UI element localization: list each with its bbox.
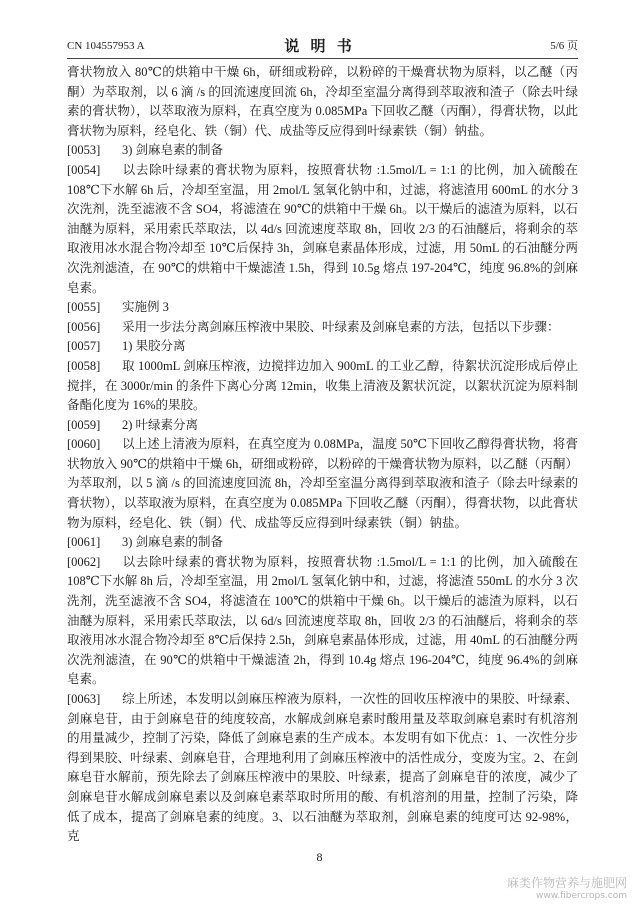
paragraph: [67, 298, 578, 318]
paragraph-text: 2) 叶绿素分离: [122, 417, 199, 432]
paragraph: [67, 318, 578, 338]
watermark: [507, 876, 627, 902]
paragraph: [67, 553, 578, 690]
paragraph-text: 3) 剑麻皂素的制备: [122, 535, 224, 550]
paragraph-text: 以上述上清液为原料，在真空度为 0.08MPa，温度 50℃下回收乙醇得膏状物，将膏状物放入 90℃的烘箱中干燥 6h，研细或粉碎，以粉碎的干燥膏状物为原料，以乙醚（丙酮）为萃取剂，以 5 滴 /s 的回流速度回流 8h，冷却至室温分离得到萃取液和渣子（除去叶绿素的膏状物），以萃取液为原料，在真空度为 0.085MPa 下回收乙醚（丙酮），得膏状物，以此膏状物为原料，经皂化、铁（铜）代、成盐等反应得到叶绿素铁（铜）钠盐。: [67, 437, 578, 530]
paragraph-text: 取 1000mL 剑麻压榨液，边搅拌边加入 900mL 的工业乙醇，待絮状沉淀形成后停止搅拌，在 3000r/min 的条件下离心分离 12min，收集上清液及絮状沉淀，以絮状沉淀为原料制备酯化度为 16%的果胶。: [67, 358, 578, 413]
paragraph-number: [0058]: [67, 358, 101, 373]
paragraph-number: [0063]: [67, 692, 101, 706]
paragraph-text: 3) 剑麻皂素的制备: [122, 143, 224, 158]
paragraph-text: 膏状物放入 80℃的烘箱中干燥 6h，研细或粉碎，以粉碎的干燥膏状物为原料，以乙醚（丙酮）为萃取剂，以 6 滴 /s 的回流速度回流 6h，冷却至室温分离得到萃取液和渣子（除去叶绿素的膏状物），以萃取液为原料，在真空度为 0.085MPa 下回收乙醚（丙酮），得膏状物，以此膏状物为原料，经皂化、铁（铜）代、成盐等反应得到叶绿素铁（铜）钠盐。: [67, 65, 578, 138]
paragraph: [67, 357, 578, 416]
paragraph: [67, 533, 578, 553]
paragraph-text: 采用一步法分离剑麻压榨液中果胶、叶绿素及剑麻皂素的方法，包括以下步骤：: [122, 319, 560, 334]
paragraph-text: 综上所述，本发明以剑麻压榨液为原料，一次性的回收压榨液中的果胶、叶绿素、剑麻皂苷，由于剑麻皂苷的纯度较高，水解成剑麻皂素时酸用量及萃取剑麻皂素时有机溶剂的用量减少，控制了污染，降低了剑麻皂素的生产成本。本发明有如下优点：1、一次性分步得到果胶、叶绿素、剑麻皂苷，合理地利用了剑麻压榨液中的活性成分，变废为宝。2、在剑麻皂苷水解前，预先除去了剑麻压榨液中的果胶、叶绿素，提高了剑麻皂苷的浓度，减少了剑麻皂苷水解成剑麻皂素以及剑麻皂素萃取时所用的酸、有机溶剂的用量，控制了污染，降低了成本，提高了剑麻皂素的纯度。3、以石油醚为萃取剂，剑麻皂素的纯度可达 92-98%，克: [67, 692, 578, 844]
paragraph-text: 实施例 3: [122, 300, 169, 315]
paragraph-number: [0059]: [67, 417, 101, 432]
watermark-site-url: www.fibercrops.com: [536, 891, 627, 901]
document-title: 说 明 书: [284, 37, 355, 55]
paragraph-number: [0055]: [67, 300, 101, 315]
paragraph-number: [0057]: [67, 339, 101, 354]
paragraph: [67, 435, 578, 533]
paragraph: [67, 63, 578, 141]
page-count: 5/6 页: [550, 40, 578, 52]
description-body: [67, 63, 578, 847]
watermark-site-name: 麻类作物营养与施肥网: [506, 876, 627, 890]
paragraph: [67, 161, 578, 298]
paragraph-text: 1) 果胶分离: [122, 339, 186, 354]
paragraph: [67, 141, 578, 161]
paragraph-number: [0056]: [67, 319, 101, 334]
publication-number: CN 104557953 A: [67, 40, 145, 52]
paragraph-number: [0062]: [67, 554, 101, 569]
paragraph-text: 以去除叶绿素的膏状物为原料，按照膏状物 :1.5mol/L = 1:1 的比例，加入硫酸在 108℃下水解 6h 后，冷却至室温，用 2mol/L 氢氧化钠中和，过滤，将滤渣用 600mL 的水分 3 次洗剂，洗至滤液不含 SO4，将滤渣在 90℃的烘箱中干燥 6h。以干燥后的滤渣为原料，以石油醚为原料，采用索氏萃取法，以 4d/s 回流速度萃取 8h，回收 2/3 的石油醚后，将剩余的萃取液用冰水混合物冷却至 10℃后保持 3h，剑麻皂素晶体形成，过滤，用 50mL 的石油醚分两次洗剂滤渣，在 90℃的烘箱中干燥滤渣 1.5h，得到 10.5g 熔点 197-204℃，纯度 96.8%的剑麻皂素。: [67, 162, 578, 295]
page-number: 8: [316, 850, 323, 864]
header-rule: [67, 58, 578, 59]
paragraph: [67, 690, 578, 847]
paragraph-number: [0054]: [67, 162, 101, 177]
paragraph: [67, 416, 578, 436]
paragraph-number: [0053]: [67, 143, 101, 158]
paragraph-text: 以去除叶绿素的膏状物为原料，按照膏状物 :1.5mol/L = 1:1 的比例，加入硫酸在 108℃下水解 8h 后，冷却至室温，用 2mol/L 氢氧化钠中和，过滤，将滤渣 550mL 的水分 3 次洗剂，洗至滤液不含 SO4，将滤渣在 100℃的烘箱中干燥 6h。以干燥后的滤渣为原料，以石油醚为原料，采用索氏萃取法，以 6d/s 回流速度萃取 8h，回收 2/3 的石油醚后，将剩余的萃取液用冰水混合物冷却至 8℃后保持 2.5h，剑麻皂素晶体形成，过滤，用 40mL 的石油醚分两次洗剂滤渣，在 90℃的烘箱中干燥滤渣 2h，得到 10.4g 熔点 196-204℃，纯度 96.4%的剑麻皂素。: [67, 554, 578, 687]
paragraph-number: [0061]: [67, 535, 101, 550]
paragraph: [67, 337, 578, 357]
paragraph-number: [0060]: [67, 437, 101, 452]
